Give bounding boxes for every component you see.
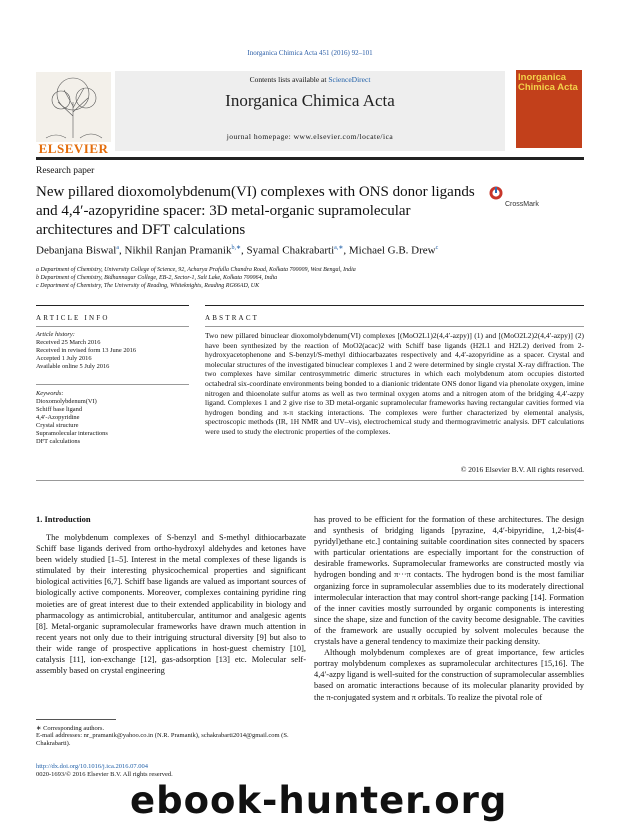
author-name: Syamal Chakrabarti bbox=[246, 244, 335, 257]
contents-prefix: Contents lists available at bbox=[249, 75, 329, 84]
history-heading: Article history: bbox=[36, 331, 75, 338]
abstract-heading: ABSTRACT bbox=[205, 314, 260, 322]
intro-column-right bbox=[314, 514, 584, 703]
affiliation: b Department of Chemistry, Bidhannagar College, EB-2, Sector-1, Salt Lake, Kolkata 700064, India bbox=[36, 275, 278, 281]
history-item: Accepted 1 July 2016 bbox=[36, 355, 92, 362]
crossmark-label[interactable]: CrossMark bbox=[505, 201, 539, 208]
elsevier-wordmark: ELSEVIER bbox=[38, 141, 109, 156]
footnote-rule bbox=[36, 719, 116, 720]
author-sup[interactable]: b,∗ bbox=[231, 245, 241, 251]
history-item: Available online 5 July 2016 bbox=[36, 363, 110, 370]
keyword: Schiff base ligand bbox=[36, 406, 83, 413]
keyword: 4,4′-Azopyridine bbox=[36, 414, 80, 421]
journal-name: Inorganica Chimica Acta bbox=[225, 91, 395, 110]
keyword: Supramolecular interactions bbox=[36, 430, 108, 437]
history-item: Received 25 March 2016 bbox=[36, 339, 101, 346]
abstract-text: Two new pillared binuclear dioxomolybdenum(VI) complexes [(MoO2L1)2(4,4′-azpy)] (1) and [(MoO2L2)2(4,4′-azpy)] (2) have been synthesized by the reaction of MoO2(acac)2 with Schiff base ligands (H2L1 and H2L2) derived from 2-hydroxyacetophenone and S-benzyl/S-methyl dithiocarbazates respectively and 4,4′-azopyridine as a spacer. Crystal and molecular structures of the investigated binuclear complexes 1 and 2 were determined by single crystal X-ray diffraction. The two complexes have similar centrosymmetric dimeric structures in which each molybdenum atom occupies distorted octahedral six-coordinate environments being bonded to a dianionic tridentate ONS donor ligand via phenolate oxygen, imine nitrogen and thioenolate sulfur atoms as well as two terminal oxygen atoms and a nitrogen atom of the bridging 4,4′-azpy ligand. Complexes 1 and 2 give rise to 3D metal-organic supramolecular frameworks having rectangular cavities formed via hydrogen bonding and π-π stacking interactions. The complexes were further characterized by elemental analysis, spectroscopic methods (IR, 1H NMR and UV–vis), electrochemical study and thermogravimetric analysis. DFT calculations were used to study the electronic properties of the complexes. bbox=[205, 331, 584, 436]
divider bbox=[36, 305, 189, 306]
issn-line: 0020-1693/© 2016 Elsevier B.V. All rights reserved. bbox=[36, 771, 173, 778]
intro-paragraph: Although molybdenum complexes are of great importance, few articles portray molybdenum complexes as supramolecular architectures [15,16]. The 4,4′-azpy ligand is well-suited for the construction of supramolecular assemblies based on aromatic interactions because of its molecular planarity provided by the π-conjugated system and π orbitals. To realize the pivotal role of bbox=[314, 648, 584, 702]
elsevier-tree-logo-icon bbox=[36, 72, 111, 142]
journal-homepage[interactable]: journal homepage: www.elsevier.com/locate/ica bbox=[226, 132, 394, 141]
section-type: Research paper bbox=[36, 166, 95, 176]
journal-citation[interactable]: Inorganica Chimica Acta 451 (2016) 92–101 bbox=[247, 49, 373, 57]
crossmark-icon[interactable] bbox=[489, 186, 503, 200]
divider bbox=[205, 326, 584, 327]
history-item: Received in revised form 13 June 2016 bbox=[36, 347, 137, 354]
watermark: ebook-hunter.org bbox=[130, 779, 508, 822]
intro-paragraph: has proved to be efficient for the formation of these architectures. The design and synthesis of bridging ligands [pyrazine, 4,4′-bipyridine, 1,2-bis(4-pyridyl)ethane etc.] containing suitable coordination sites connected by spacers with particular orientations are especially important for the construction of desirable frameworks. Supramolecular frameworks are constructed mostly via hydrogen bonding and π···π contacts. The hydrogen bond is the most familiar organizing force in supramolecular assemblies due to its moderately directional intermolecular interaction that may control short-range packing [14]. Formation of the inner cavities mostly surrounded by organic components is interesting since the shape, size and function of the cavity become designable. The cavities of the framework are usually occupied by solvent molecules because the crystals have a general tendency to maximize their packing density. bbox=[314, 515, 584, 647]
cover-title: Inorganica Chimica Acta bbox=[518, 72, 578, 93]
divider bbox=[36, 384, 189, 385]
affiliation: c Department of Chemistry, The University of Reading, Whiteknights, Reading RG66AD, UK bbox=[36, 283, 260, 289]
keywords-heading: Keywords: bbox=[36, 390, 64, 397]
author-sup[interactable]: a,∗ bbox=[334, 245, 344, 251]
affiliation: a Department of Chemistry, University College of Science, 92, Acharya Prafulla Chandra Road, Kolkata 700009, West Bengal, India bbox=[36, 267, 356, 273]
contents-line bbox=[115, 75, 505, 84]
sciencedirect-link[interactable]: ScienceDirect bbox=[328, 75, 371, 84]
author-sup[interactable]: a bbox=[116, 245, 120, 251]
divider bbox=[36, 326, 189, 327]
doi-link[interactable]: http://dx.doi.org/10.1016/j.ica.2016.07.004 bbox=[36, 763, 149, 770]
article-info-heading: ARTICLE INFO bbox=[36, 314, 110, 322]
email-note[interactable]: E-mail addresses: nr_pramanik@yahoo.co.in (N.R. Pramanik), schakrabarti2014@gmail.com (S. Chakrabarti). bbox=[36, 732, 289, 747]
intro-paragraph: The molybdenum complexes of S-benzyl and S-methyl dithiocarbazate Schiff base ligands derived from ortho-hydroxyl aldehydes and ketones have been widely studied [1–5]. Interest in the metal complexes of these ligands is stimulated by their interesting physicochemical properties and significant biological activities [6,7]. Schiff base ligands are valued as important sources of biologically active components. Moreover, complexes containing pyridine ring moieties are of great interest due to their extended applicability in biology and pharmacology as antimicrobial, antitubercular, antitumor and analgesic agents [8]. Metal-organic supramolecular frameworks have drawn much attention in recent years not only due to their intriguing structural diversity [9] but also to their wide range of prospective applications in host-guest chemistry [10], catalysis [11], ion-exchange [12], gas-adsorption [13] etc. Molecular self-assembly based on crystal engineering bbox=[36, 533, 306, 676]
divider bbox=[205, 305, 584, 306]
author-sup[interactable]: c bbox=[435, 245, 439, 251]
author-list: Debanjana Biswal$^a$, Nikhil Ranjan Pramanik$^{b,∗}$, Syamal Chakrabarti$^{a,∗}$, Michael G.B. Drew$^c$ bbox=[36, 244, 439, 257]
article-title: New pillared dioxomolybdenum(VI) complexes with ONS donor ligands and 4,4′-azopyridine spacer: 3D metal-organic supramolecular architectures and DFT calculations bbox=[36, 184, 475, 238]
copyright: © 2016 Elsevier B.V. All rights reserved. bbox=[460, 465, 584, 474]
keyword: DFT calculations bbox=[36, 438, 81, 445]
keyword: Dioxomolybdenum(VI) bbox=[36, 398, 97, 405]
keyword: Crystal structure bbox=[36, 422, 79, 429]
section-heading: 1. Introduction bbox=[36, 514, 91, 524]
author-name: Nikhil Ranjan Pramanik bbox=[124, 244, 232, 257]
author-name: Michael G.B. Drew bbox=[348, 244, 436, 257]
author-name: Debanjana Biswal bbox=[36, 244, 117, 257]
corresponding-note: ∗ Corresponding authors. bbox=[36, 725, 105, 732]
divider bbox=[36, 480, 584, 481]
header-rule bbox=[36, 157, 584, 160]
